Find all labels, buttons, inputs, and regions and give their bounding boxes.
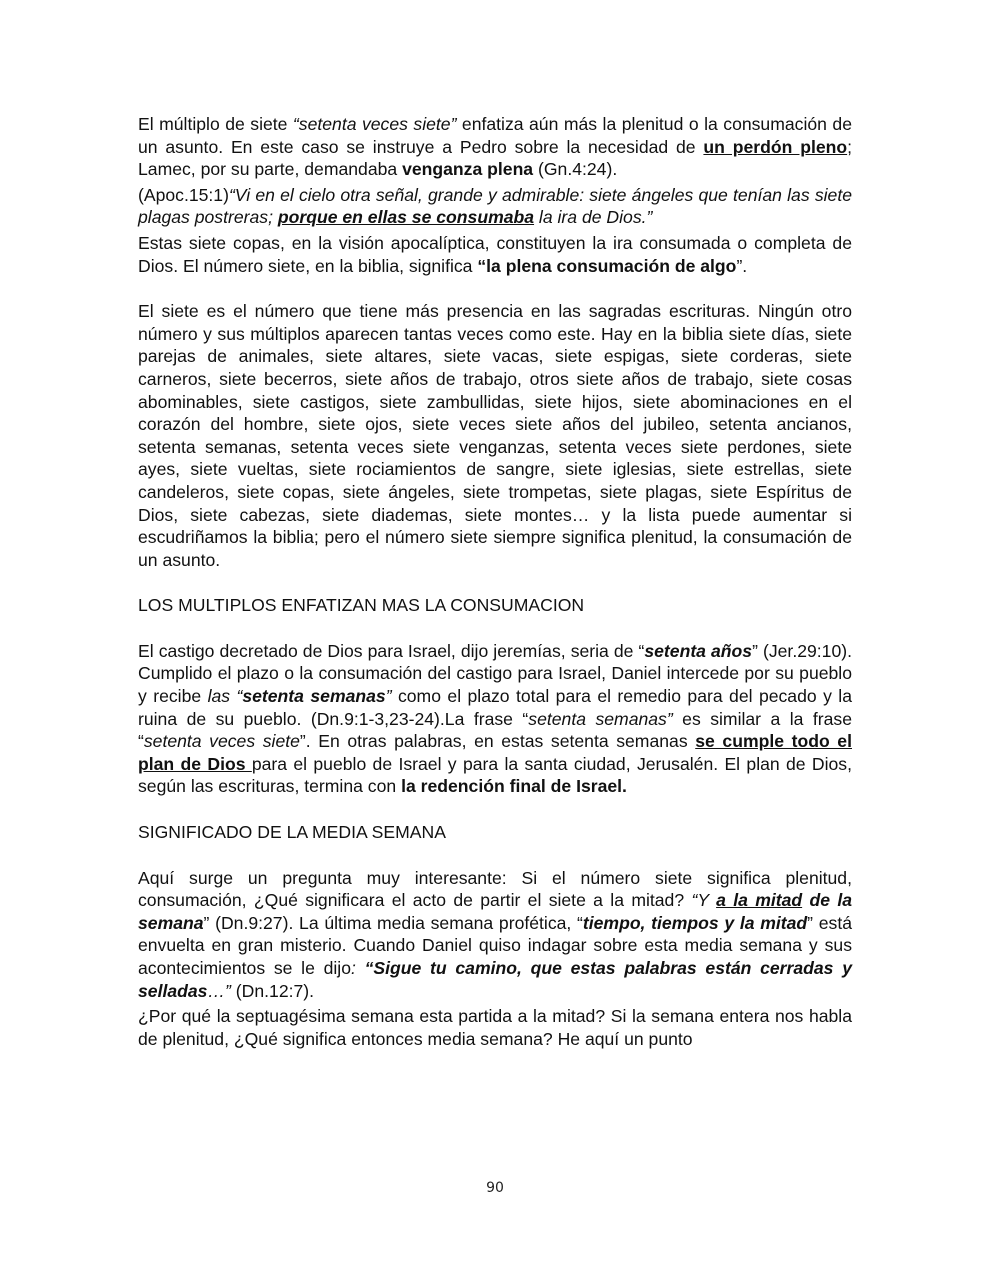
text-run: El castigo decretado de Dios para Israel, dijo jeremías, seria de “ — [138, 640, 645, 661]
italic-run: “setenta veces siete” — [292, 114, 457, 134]
text-run: ” (Jer.29:10). Cumplido el plazo o la consumación del castigo para Israel, Daniel intercede por su pueblo y recibe — [138, 640, 852, 707]
italic-run: …” — [207, 980, 231, 1001]
text-run: (Apoc.15:1) — [138, 184, 229, 205]
italic-run: setenta veces siete — [143, 731, 300, 752]
bold-underlined-run: porque en ellas se consumaba — [277, 207, 535, 228]
paragraph-presencia-siete — [138, 300, 852, 571]
italic-run: la ira de Dios.” — [534, 207, 653, 228]
bold-underlined-run: un perdón pleno — [703, 136, 848, 157]
paragraph-pregunta-mitad — [138, 867, 852, 1003]
text-run: como el plazo total para el remedio para del pecado y la ruina de su pueblo. (Dn.9:1-3,23-24).La frase “ — [138, 686, 852, 729]
paragraph-apocalipsis-quote — [138, 184, 852, 229]
italic-run: : — [350, 958, 365, 978]
paragraph-siete-copas — [138, 232, 852, 277]
bold-italic-run: setenta semanas — [242, 686, 386, 707]
bold-italic-underlined-run: a la mitad — [716, 890, 803, 911]
section-heading-multiplos: LOS MULTIPLOS ENFATIZAN MAS LA CONSUMACION — [138, 595, 585, 616]
italic-run: setenta semanas” — [528, 708, 673, 729]
text-run: para el pueblo de Israel y para la santa ciudad, Jerusalén. El plan de Dios, según las escrituras, termina con — [138, 753, 852, 797]
bold-run: venganza plena — [402, 159, 534, 180]
text-run: ”. — [736, 255, 748, 276]
text-run: ¿Por qué la septuagésima semana esta partida a la mitad? Si la semana entera nos habla de plenitud, ¿Qué significa entonces media semana? He aquí un punto — [138, 1006, 852, 1049]
bold-italic-run: setenta años — [644, 640, 753, 661]
text-run: (Gn.4:24). — [533, 159, 618, 180]
paragraph-castigo-israel — [138, 640, 852, 798]
italic-run: “Vi en el cielo otra señal, grande y admirable: siete ángeles que tenían las siete plagas postreras; — [138, 184, 852, 228]
text-run: Aquí surge un pregunta muy interesante: Si el número siete significa plenitud, consumación, ¿Qué significara el acto de partir el siete a la mitad? — [138, 867, 852, 911]
text-run: ”. En otras palabras, en estas setenta semanas — [299, 731, 696, 752]
bold-italic-run: de la semana — [138, 890, 852, 933]
bold-run: la redención final de Israel. — [401, 776, 627, 797]
text-run: enfatiza aún más la plenitud o la consumación de un asunto. En este caso se instruye a Pedro sobre la necesidad de — [138, 114, 852, 157]
text-run: ” está envuelta en gran misterio. Cuando Daniel quiso indagar sobre esta media semana y sus acontecimientos se le dijo — [138, 912, 852, 978]
text-run: es similar a la frase “ — [138, 708, 852, 752]
text-run: El siete es el número que tiene más presencia en las sagradas escrituras. Ningún otro número y sus múltiplos aparecen tantas veces como este. Hay en la biblia siete días, siete parejas de animales, siete altares, siete vacas, siete espigas, siete corderas, siete carneros, siete becerros, siete años de trabajo, otros siete años de trabajo, siete cosas abominables, siete castigos, siete zambullidas, siete hijos, siete abominaciones en el corazón del hombre, siete ojos, siete veces siete años del jubileo, setenta ancianos, setenta semanas, setenta veces siete venganzas, setenta veces siete perdones, siete ayes, siete vueltas, siete rociamientos de sangre, siete iglesias, siete estrellas, siete candeleros, siete copas, siete ángeles, siete trompetas, siete plagas, siete Espíritus de Dios, siete cabezas, siete diademas, siete montes… y la lista puede aumentar si escudriñamos la biblia; pero el número siete siempre significa plenitud, la consumación de un asunto. — [138, 301, 852, 570]
page-body — [138, 113, 852, 1050]
bold-run: “la plena consumación de algo — [477, 255, 737, 276]
text-run: (Dn.12:7). — [230, 980, 315, 1001]
bold-italic-run: “Sigue tu camino, que estas palabras están cerradas y selladas — [138, 958, 852, 1001]
bold-underlined-run: se cumple todo el plan de Dios — [138, 731, 852, 774]
bold-italic-run: tiempo, tiempos y la mitad — [582, 912, 808, 933]
paragraph-multiplo-siete — [138, 113, 852, 181]
text-run: ; Lamec, por su parte, demandaba — [138, 136, 852, 180]
text-run: Estas siete copas, en la visión apocalíptica, constituyen la ira consumada o completa de Dios. El número siete, en la biblia, significa — [138, 232, 852, 276]
italic-run: las “ — [207, 686, 243, 707]
paragraph-septuagesima-semana — [138, 1005, 852, 1050]
text-run: El múltiplo de siete — [138, 114, 293, 134]
text-run: ” (Dn.9:27). La última media semana profética, “ — [203, 912, 583, 933]
page-number: 90 — [486, 1180, 504, 1196]
italic-run: ” — [385, 686, 392, 707]
italic-run: “Y — [691, 890, 717, 911]
section-heading-media-semana: SIGNIFICADO DE LA MEDIA SEMANA — [138, 822, 446, 843]
